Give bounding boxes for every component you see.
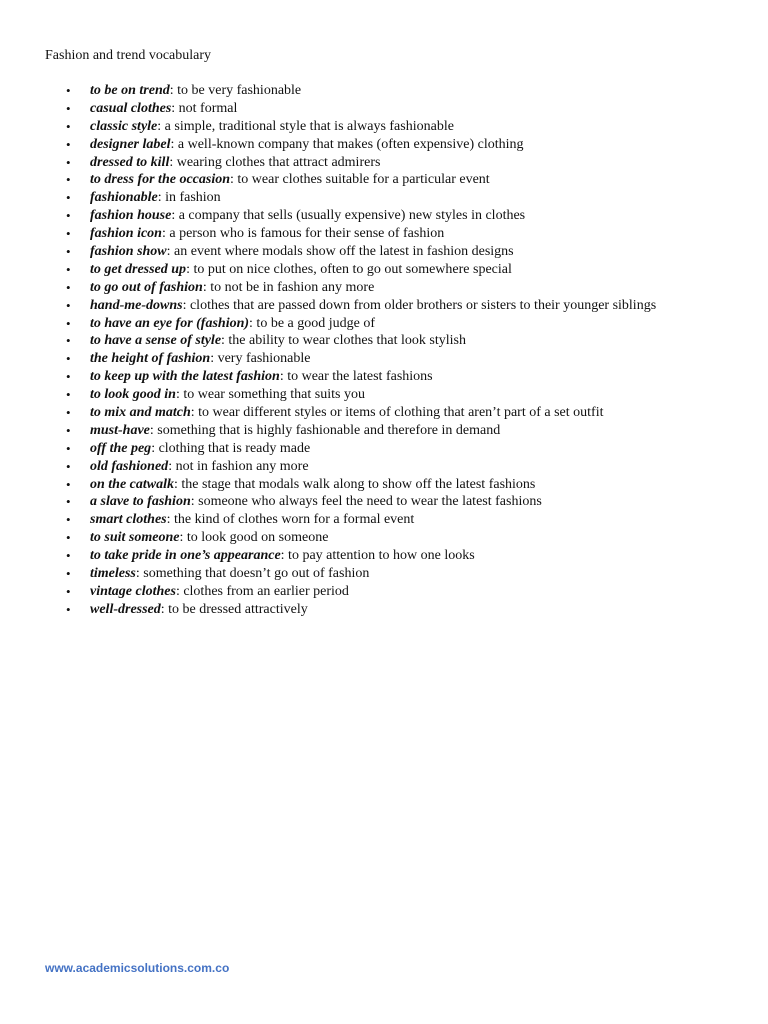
vocab-definition: : to be dressed attractively [160,601,308,617]
vocab-item [45,315,760,333]
bullet-icon: • [66,279,71,295]
bullet-icon: • [66,530,71,546]
vocab-definition: : clothes that are passed down from older brothers or sisters to their younger siblings [182,297,657,313]
vocab-item [45,476,760,494]
vocab-item [45,386,760,404]
vocab-definition: : wearing clothes that attract admirers [169,154,381,170]
vocab-definition: : someone who always feel the need to wear the latest fashions [190,494,542,510]
vocab-item [45,136,760,154]
vocab-item [45,583,760,601]
bullet-icon: • [66,100,71,116]
bullet-icon: • [66,208,71,224]
vocab-item [45,82,760,100]
bullet-icon: • [66,333,71,349]
vocab-definition: : the ability to wear clothes that look stylish [221,333,466,349]
vocab-term: to dress for the occasion [90,172,230,188]
vocab-item [45,118,760,136]
vocab-definition: : a well-known company that makes (often expensive) clothing [170,136,524,152]
vocab-item [45,529,760,547]
vocab-item [45,171,760,189]
vocab-term: fashionable [90,190,158,206]
vocab-term: old fashioned [90,458,169,474]
vocab-term: a slave to fashion [90,494,191,510]
vocab-item [45,565,760,583]
vocab-definition: : clothes from an earlier period [175,583,349,599]
bullet-icon: • [66,601,71,617]
vocab-item [45,511,760,529]
vocab-item [45,332,760,350]
bullet-icon: • [66,458,71,474]
vocab-item [45,154,760,172]
vocab-term: classic style [90,118,158,134]
vocab-item [45,350,760,368]
vocab-term: fashion house [90,208,172,224]
vocab-definition: : in fashion [157,190,221,206]
vocab-definition: : something that is highly fashionable and therefore in demand [149,422,501,438]
vocab-term: to be on trend [90,83,170,98]
vocab-item [45,458,760,476]
bullet-icon: • [66,226,71,242]
bullet-icon: • [66,244,71,260]
bullet-icon: • [66,548,71,564]
page-title: Fashion and trend vocabulary [45,48,212,63]
vocab-term: to have a sense of style [90,333,222,349]
vocab-item [45,100,760,118]
vocab-term: to get dressed up [90,261,187,277]
vocab-item [45,189,760,207]
bullet-icon: • [66,440,71,456]
vocab-item [45,279,760,297]
bullet-icon: • [66,118,71,134]
vocab-term: to keep up with the latest fashion [90,369,280,385]
vocab-term: to look good in [90,387,176,403]
vocab-item [45,207,760,225]
vocab-term: smart clothes [90,512,167,528]
vocab-item [45,547,760,565]
bullet-icon: • [66,261,71,277]
bullet-icon: • [66,369,71,385]
vocab-definition: : to pay attention to how one looks [280,548,475,564]
vocab-definition: : a simple, traditional style that is always fashionable [157,118,454,134]
vocab-item [45,440,760,458]
vocab-definition: : to wear clothes suitable for a particular event [230,172,490,188]
vocabulary-list [45,82,760,619]
vocab-definition: : clothing that is ready made [151,440,311,456]
bullet-icon: • [66,297,71,313]
vocab-item [45,601,760,619]
vocab-term: to go out of fashion [90,279,203,295]
vocab-term: must-have [90,422,150,438]
vocab-definition: : to not be in fashion any more [202,279,375,295]
vocab-term: to mix and match [90,405,191,421]
vocab-definition: : to be very fashionable [169,83,302,98]
bullet-icon: • [66,512,71,528]
vocab-definition: : not formal [171,100,238,116]
vocab-definition: : the stage that modals walk along to show off the latest fashions [174,476,536,492]
vocab-definition: : an event where modals show off the latest in fashion designs [166,244,514,260]
vocab-definition: : a company that sells (usually expensive) new styles in clothes [171,208,526,224]
vocab-definition: : the kind of clothes worn for a formal event [166,512,415,528]
vocab-item [45,225,760,243]
bullet-icon: • [66,476,71,492]
vocab-term: to have an eye for (fashion) [90,315,250,331]
bullet-icon: • [66,566,71,582]
vocab-item [45,404,760,422]
vocab-term: timeless [90,566,136,582]
bullet-icon: • [66,315,71,331]
vocab-term: well-dressed [90,601,161,617]
vocab-term: the height of fashion [90,351,211,367]
vocab-item [45,422,760,440]
vocab-term: designer label [90,136,171,152]
vocab-item [45,243,760,261]
vocab-definition: : to look good on someone [179,530,329,546]
vocab-definition: : something that doesn’t go out of fashion [135,566,370,582]
vocab-item [45,493,760,511]
vocab-term: off the peg [90,440,152,456]
vocab-item [45,368,760,386]
bullet-icon: • [66,422,71,438]
bullet-icon: • [66,583,71,599]
bullet-icon: • [66,154,71,170]
vocab-definition: : to wear different styles or items of clothing that aren’t part of a set outfit [190,405,604,421]
vocab-definition: : not in fashion any more [168,458,309,474]
vocab-definition: : to be a good judge of [249,315,376,331]
vocab-term: to suit someone [90,530,180,546]
vocab-item [45,261,760,279]
vocab-definition: : very fashionable [210,351,311,367]
bullet-icon: • [66,190,71,206]
vocab-term: fashion icon [90,226,162,242]
bullet-icon: • [66,351,71,367]
vocab-definition: : a person who is famous for their sense of fashion [161,226,445,242]
bullet-icon: • [66,172,71,188]
vocab-term: fashion show [90,244,167,260]
bullet-icon: • [66,136,71,152]
vocab-term: on the catwalk [90,476,175,492]
vocab-term: dressed to kill [90,154,170,170]
vocab-item [45,297,760,315]
vocab-term: vintage clothes [90,583,176,599]
bullet-icon: • [66,494,71,510]
vocab-definition: : to wear something that suits you [175,387,365,403]
vocab-definition: : to put on nice clothes, often to go out somewhere special [186,261,512,277]
vocab-definition: : to wear the latest fashions [279,369,433,385]
bullet-icon: • [66,387,71,403]
bullet-icon: • [66,405,71,421]
vocab-term: to take pride in one’s appearance [90,548,281,564]
vocab-term: hand-me-downs [90,297,183,313]
bullet-icon: • [66,83,71,98]
footer-website-link[interactable]: www.academicsolutions.com.co [45,961,230,975]
vocab-term: casual clothes [90,100,172,116]
